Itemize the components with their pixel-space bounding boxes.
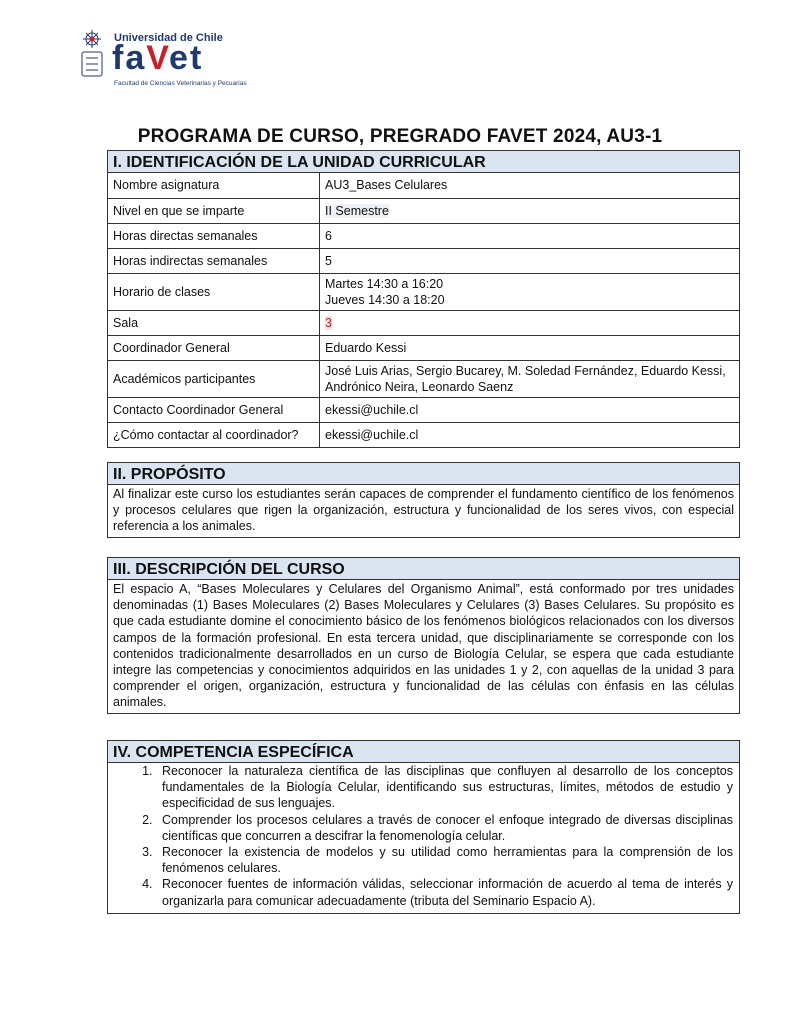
table-row [108, 198, 739, 223]
row-label: Horas directas semanales [108, 223, 320, 248]
row-label: Horas indirectas semanales [108, 248, 320, 273]
schedule-line: Jueves 14:30 a 18:20 [325, 292, 445, 307]
row-value [320, 273, 740, 310]
section-competencia [107, 740, 740, 914]
row-label: Coordinador General [108, 335, 320, 360]
table-row [108, 248, 739, 273]
page-title: PROGRAMA DE CURSO, PREGRADO FAVET 2024, AU3-1 [137, 126, 663, 147]
row-value: 5 [320, 248, 740, 273]
row-value: 6 [320, 223, 740, 248]
favet-wordmark: faVet [112, 39, 204, 77]
row-label: Horario de clases [108, 273, 320, 310]
university-logo [78, 28, 247, 88]
section-heading: II. PROPÓSITO [108, 463, 739, 485]
row-label: Académicos participantes [108, 360, 320, 397]
row-label: Nombre asignatura [108, 173, 320, 198]
section-identificacion [107, 150, 740, 448]
table-row [108, 310, 739, 335]
table-row [108, 360, 739, 397]
identification-table [108, 173, 739, 447]
university-seal-icon [78, 28, 106, 80]
row-value: José Luis Arias, Sergio Bucarey, M. Soledad Fernández, Eduardo Kessi, Andrónico Neira, Leonardo Saenz [320, 360, 740, 397]
row-value: Eduardo Kessi [320, 335, 740, 360]
university-name: Universidad de Chile [114, 32, 223, 44]
list-item: 2. Comprender los procesos celulares a través de conocer el enfoque integrado de diversas disciplinas científicas que concurren a descifrar la fenomenología celular. [156, 812, 733, 844]
row-label: Sala [108, 310, 320, 335]
competency-list [108, 763, 739, 913]
section-text: Al finalizar este curso los estudiantes serán capaces de comprender el fundamento científico de los fenómenos y procesos celulares que rigen la organización, estructura y funcionalidad de los seres vivos, con especial referencia a los animales. [113, 487, 734, 534]
room-value: 3 [325, 315, 332, 330]
row-label: Contacto Coordinador General [108, 397, 320, 422]
faculty-name: Facultad de Ciencias Veterinarias y Pecuarias [114, 80, 247, 87]
table-row [108, 422, 739, 447]
section-text: El espacio A, “Bases Moleculares y Celulares del Organismo Animal”, está conformado por tres unidades denominadas (1) Bases Moleculares (2) Bases Moleculares y Celulares (3) Bases Celulares. Su propósito es que cada estudiante domine el conocimiento básico de los fenómenos biológicos relacionados con los diversos campos de la formación profesional. En esta tercera unidad, que disciplinariamente se corresponde con los contenidos tradicionalmente desarrollados en un curso de Biología Celular, se espera que cada estudiante integre las competencias y conocimientos adquiridos en las unidades 1 y 2, con aquellas de la unidad 3 para comprender el origen, organización, estructura y funcionalidad de las células con énfasis en las células animales. [113, 582, 734, 710]
schedule-line: Martes 14:30 a 16:20 [325, 276, 444, 291]
row-value: ekessi@uchile.cl [320, 422, 740, 447]
row-value [320, 310, 740, 335]
row-label: Nivel en que se imparte [108, 198, 320, 223]
semester-value: II Semestre [325, 203, 389, 218]
row-value [320, 198, 740, 223]
table-row [108, 223, 739, 248]
table-row [108, 397, 739, 422]
section-heading: I. IDENTIFICACIÓN DE LA UNIDAD CURRICULAR [108, 151, 739, 173]
section-heading: IV. COMPETENCIA ESPECÍFICA [108, 741, 739, 763]
table-row [108, 273, 739, 310]
row-value: ekessi@uchile.cl [320, 397, 740, 422]
list-item: 1. Reconocer la naturaleza científica de las disciplinas que confluyen al desarrollo de los conceptos fundamentales de la Biología Celular, identificando sus estructuras, límites, métodos de estudio y especificidad de sus lenguajes. [156, 763, 733, 812]
row-value: AU3_Bases Celulares [325, 178, 448, 193]
list-item: 3. Reconocer la existencia de modelos y su utilidad como herramientas para la comprensión de los fenómenos celulares. [156, 844, 733, 876]
row-label: ¿Cómo contactar al coordinador? [108, 422, 320, 447]
list-item: 4. Reconocer fuentes de información válidas, seleccionar información de acuerdo al tema de interés y organizarla para comunicar adecuadamente (tributa del Seminario Espacio A). [156, 876, 733, 908]
section-descripcion [107, 557, 740, 714]
table-row [108, 173, 739, 198]
table-row [108, 335, 739, 360]
section-proposito [107, 462, 740, 538]
section-heading: III. DESCRIPCIÓN DEL CURSO [108, 558, 739, 580]
